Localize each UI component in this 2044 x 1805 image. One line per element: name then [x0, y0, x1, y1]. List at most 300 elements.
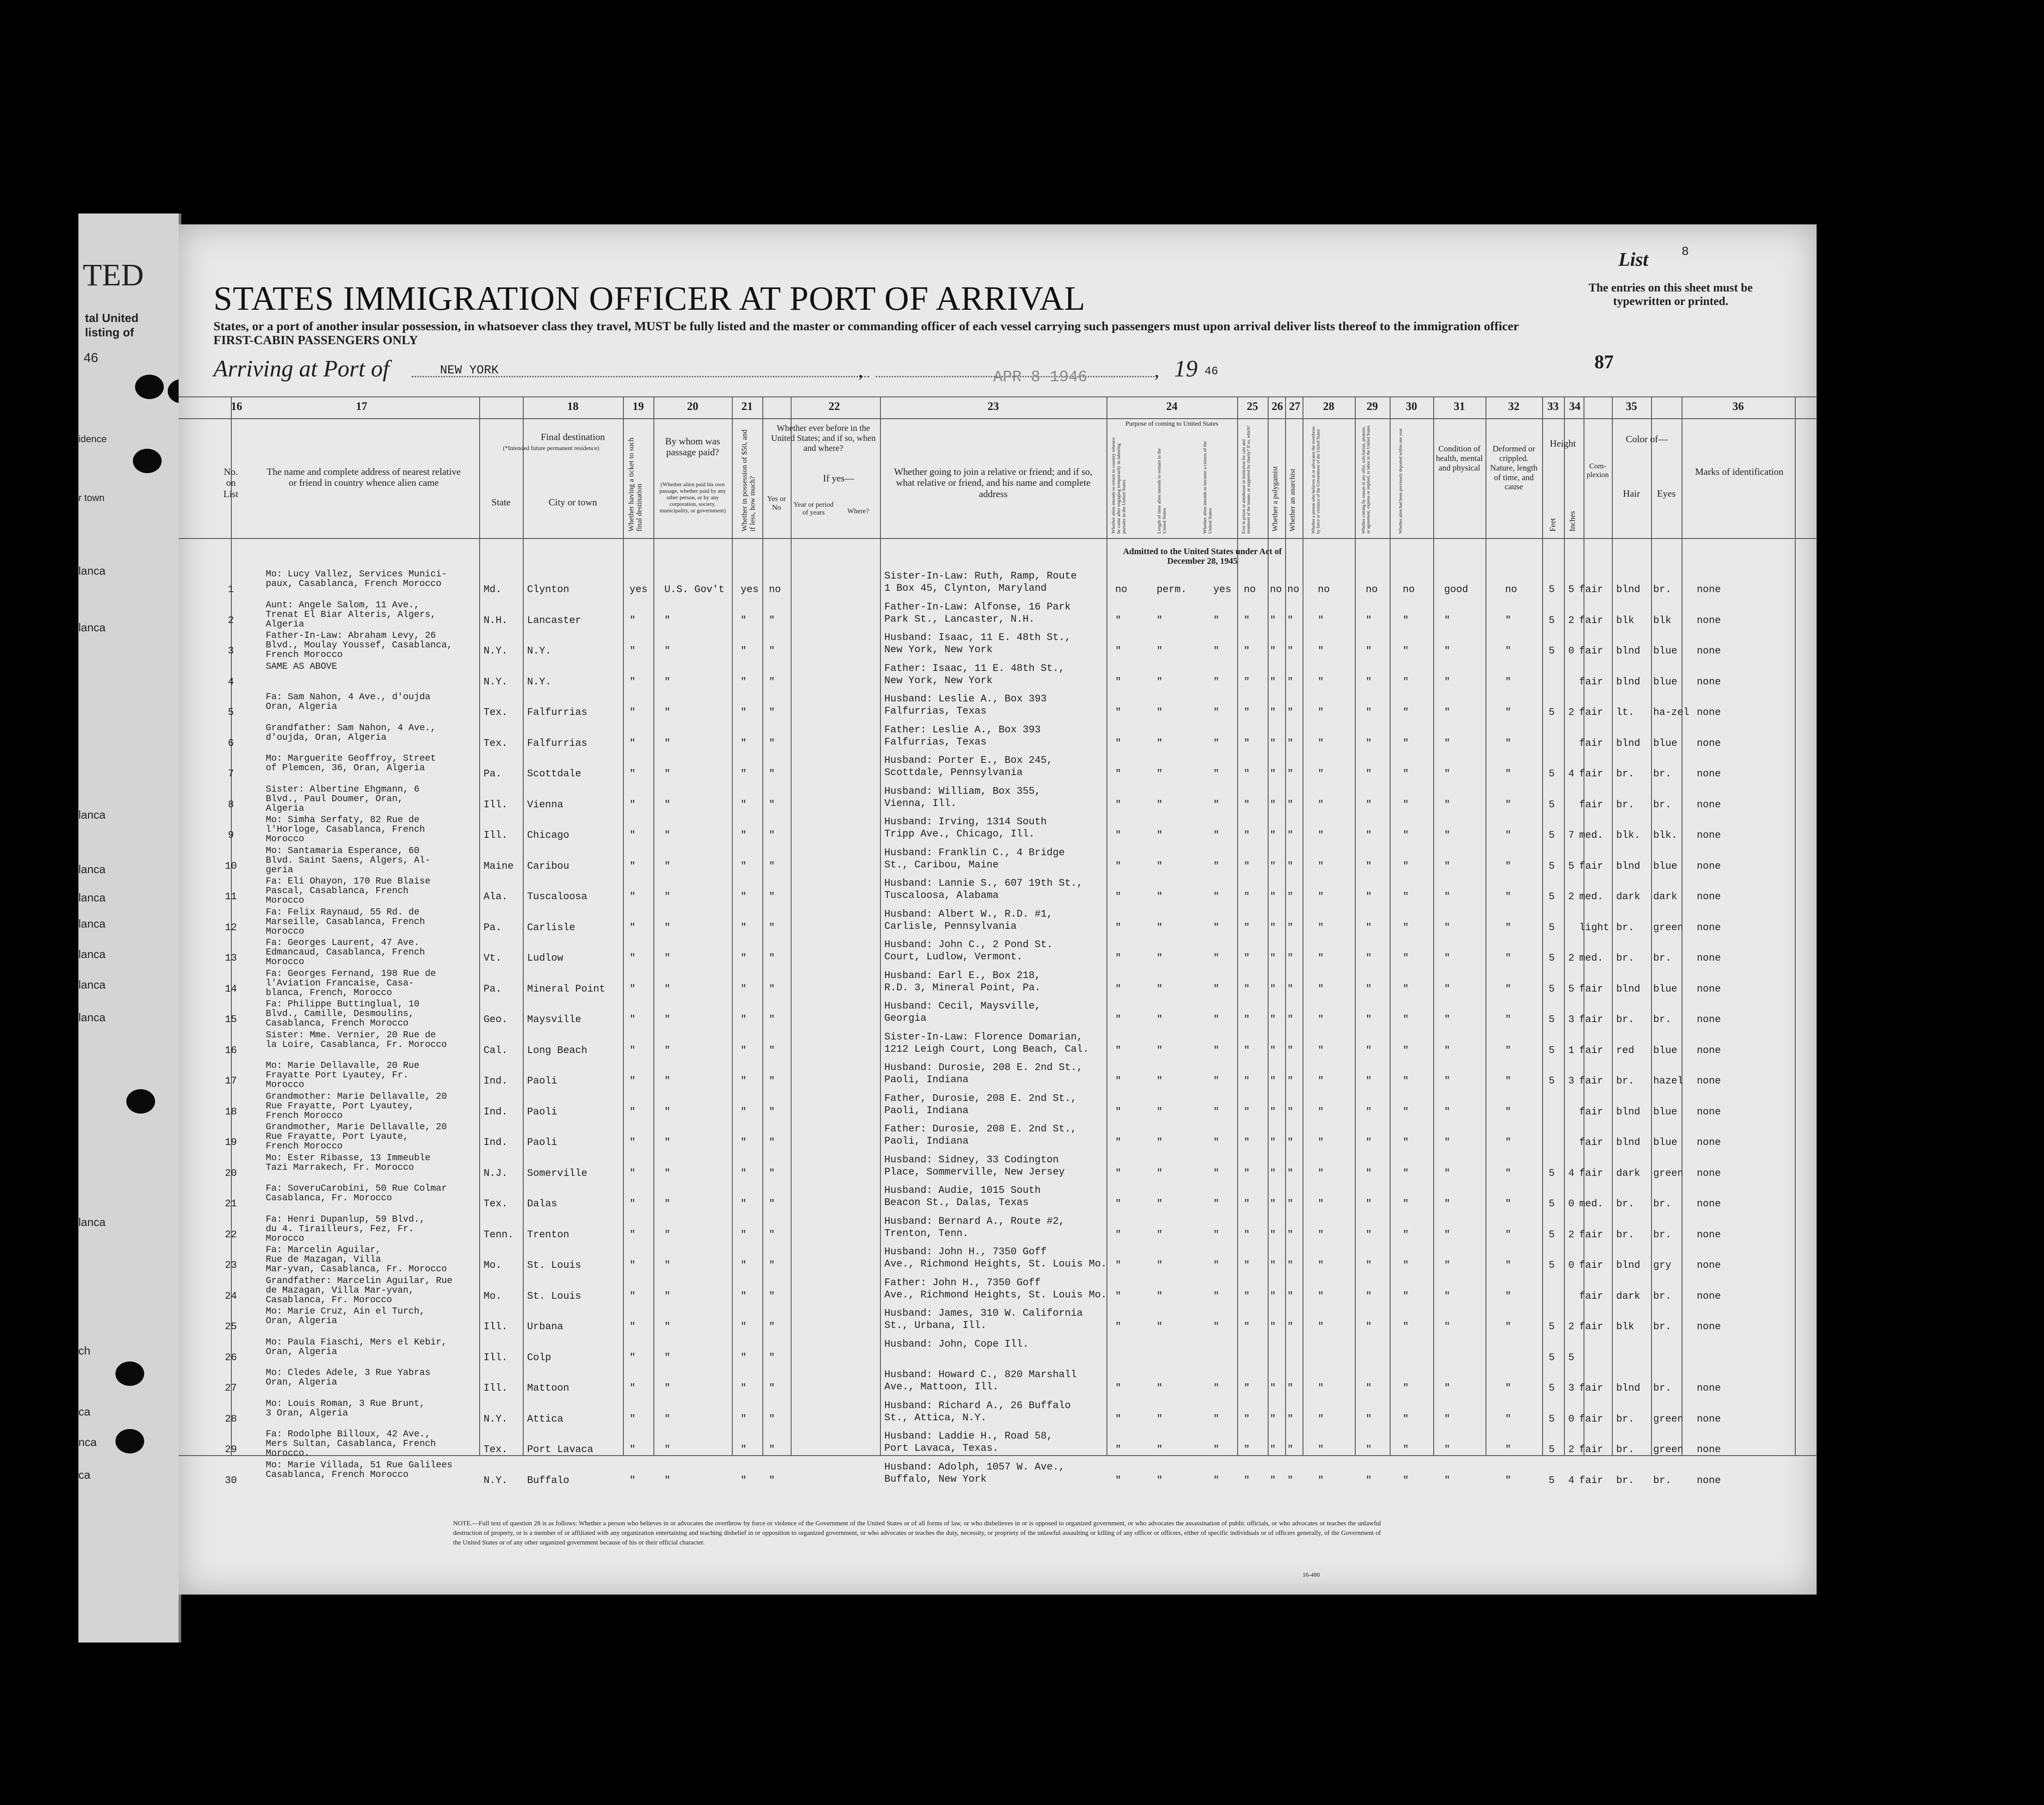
- hair-color: br.: [1616, 1444, 1635, 1455]
- polygamist-answer: ": [1270, 737, 1276, 749]
- purpose-length: ": [1157, 921, 1163, 933]
- ticket-answer: ": [629, 1382, 636, 1394]
- row-number: 19: [225, 1137, 237, 1148]
- purpose-temporary: ": [1115, 891, 1121, 902]
- purpose-length: ": [1157, 983, 1163, 995]
- hair-color: br.: [1616, 768, 1635, 779]
- destination-state: Tex.: [484, 1444, 508, 1455]
- passage-paid-by: ": [664, 737, 670, 749]
- relative-address-line: Trenat El Biar Alteris, Algers,: [266, 610, 436, 620]
- row-number: 13: [225, 952, 237, 964]
- joining-relative-line: New York, New York: [884, 674, 993, 686]
- table-row: [179, 1245, 1817, 1280]
- relative-address-line: Grandmother: Marie Dellavalle, 20: [266, 1091, 447, 1102]
- anarchist-answer: ": [1287, 1474, 1293, 1486]
- passage-paid-by: ": [664, 1260, 670, 1271]
- contract-labor-answer: ": [1366, 1321, 1372, 1332]
- polygamist-answer: ": [1270, 1075, 1276, 1087]
- hair-color: blk: [1616, 1321, 1635, 1332]
- polygamist-answer: ": [1270, 1474, 1276, 1486]
- row-number: 29: [225, 1444, 237, 1455]
- table-row: [179, 692, 1817, 727]
- deformity: ": [1505, 1474, 1511, 1486]
- purpose-temporary: ": [1115, 1260, 1121, 1271]
- joining-relative-line: Place, Sommerville, New Jersey: [884, 1166, 1065, 1178]
- overthrow-answer: ": [1318, 1321, 1324, 1332]
- passage-paid-by: ": [664, 707, 670, 718]
- table-row: [179, 1399, 1817, 1434]
- anarchist-answer: ": [1287, 921, 1293, 933]
- column-number: 23: [988, 400, 999, 413]
- row-number: 17: [225, 1075, 237, 1087]
- relative-address-line: Fa: Marcelin Aguilar,: [266, 1245, 381, 1255]
- header-deformed: Deformed or crippled. Nature, length of time, and cause: [1490, 444, 1538, 492]
- header-polygamist: Whether a polygamist: [1271, 466, 1279, 532]
- relative-address-line: Casablanca, French Morocco: [266, 1470, 409, 1480]
- purpose-length: perm.: [1157, 584, 1187, 595]
- joining-relative-line: Sister-In-Law: Ruth, Ramp, Route: [884, 570, 1077, 582]
- joining-relative-line: Husband: John, Cope Ill.: [884, 1338, 1029, 1350]
- header-eyes: Eyes: [1657, 488, 1676, 499]
- manifest-table: 16 17 18 19 20 21 22 23 24 25 26 27 28 29 30 31 32 33 34 35 36 No. on List The name and complete address of nearest relative or friend in country whence alien came Final destination (*Intended future permanent residence) State City or town Whether having a ticket to such final destination By whom was passage paid? (Whether alien paid his own passage, whether paid by any other person, or by any corporation, society, municipality, or government) Whether in possession of $50, and if less, how much? Whether ever before in the United States; and if so, when and where? Yes or No If yes— Year or period of years Where? Whether going to join a relative or friend; and if so, what relative or friend, and his name and complete address Purpose of coming to United States Whether alien intends to return to country whence he came after engaging temporarily in laboring pursuits in the United States Length of time alien intends to remain in the United States Whether alien intends to become a citizen of the United States Ever in prison or almshouse or institution for care and treatment of the insane, or supported by charity? If so, which? Whether a polygamist Whether an anarchist Whether a person who believes in or advocates the overthrow by force or violence of the Government of the United States Whether coming by reason of any offer, solicitation, promise, or agreement, express or implied, to labor in the United States Whether alien had been previously deported within one year Condition of health, mental and physical Deformed or crippled. Nature, length of time, and cause Height Feet Inches Com- plexion Color of— Hair Eyes Marks of identification Mo: Lucy Vallez, Services Munici- paux, Casablanca, French Morocco Sister-In-Law: Ruth, Ramp, Route 1 Box 45, Clynton, Maryland 1 Md. Clynton yes U.S. Gov't yes no no perm. yes no no no no no no good no 5 5 fair blnd br. none Aunt: Angele Salom, 11 Ave., Trenat El Biar Alteris, Algers, Algeria Father-In-Law: Alfonse, 16 Park Park St., Lancaster, N.H. 2 N.H. Lancaster " " " " " " " " " " " " " " " 5 2 fair blk blk none Father-In-Law: Abraham Levy, 26 Blvd., Moulay Youssef, Casablanca, French Morocco Husband: Isaac, 11 E. 48th St., New York, New York 3 N.Y. N.Y. " " " " " " " " " " " " " " " 5 0 fair blnd blue none SAME AS ABOVE Father: Isaac, 11 E. 48th St., New York, New York 4 N.Y. N.Y. " " " " " " " " " " " " " " " fair blnd blue none Fa: Sam Nahon, 4 Ave., d'oujda Oran, Algeria Husband: Leslie A., Box 393 Falfurrias, Texas 5 Tex. Falfurrias " " " " " " " " " " " " " " " 5 2 fair lt. ha-zel none Grandfather: Sam Nahon, 4 Ave., d'oujda, Oran, Algeria Father: Leslie A., Box 393 Falfurrias, Texas 6 Tex. Falfurrias " " " " " " " " " " " " " " " fair blnd blue none Mo: Marguerite Geoffroy, Street of Plemcen, 36, Oran, Algeria Husband: Porter E., Box 245, Scottdale, Pennsylvania 7 Pa. Scottdale " " " " " " " " " " " " " " " 5 4 fair br. br. none Sister: Albertine Ehgmann, 6 Blvd., Paul Doumer, Oran, Algeria Husband: William, Box 355, Vienna, Ill. 8 Ill. Vienna " " " " " " " " " " " " " " " 5 fair br. br. none Mo: Simha Serfaty, 82 Rue de l'Horloge, Casablanca, French Morocco Husband: Irving, 1314 South Tripp Ave., Chicago, Ill. 9 Ill. Chicago " " " " " " " " " " " " " " " 5 7 med. blk. blk. none Mo: Santamaria Esperance, 60 Blvd. Saint Saens, Algers, Al- geria Husband: Franklin C., 4 Bridge St., Caribou, Maine 10 Maine Caribou " " " " " " " " " " " " " " " 5 5 fair blnd blue none Fa: Eli Ohayon, 170 Rue Blaise Pascal, Casablanca, French Morocco Husband: Lannie S., 607 19th St., Tuscaloosa, Alabama 11 Ala. Tuscaloosa " " " " " " " " " " " " " " " 5 2 med. dark dark none Fa: Felix Raynaud, 55 Rd. de Marseille, Casablanca, French Morocco Husband: Albert W., R.D. #1, Carlisle, Pennsylvania 12 Pa. Carlisle " " " " " " " " " " " " " " " 5 light br. green none Fa: Georges Laurent, 47 Ave. Edmancaud, Casablanca, French Morocco Husband: John C., 2 Pond St. Court, Ludlow, Vermont. 13 Vt. Ludlow " " " " " " " " " " " " " " " 5 2 med. br. br. none Fa: Georges Fernand, 198 Rue de l'Aviation Francaise, Casa- blanca, French, Morocco Husband: Earl E., Box 218, R.D. 3, Mineral Point, Pa. 14 Pa. Mineral Point " " " " " " " " " " " " " " " 5 5 fair blnd blue none Fa: Philippe Buttinglual, 10 Blvd., Camille, Desmoulins, Casablanca, French Morocco Husband: Cecil, Maysville, Georgia 15 Geo. Maysville " " " " " " " " " " " " " " " 5 3 fair br. br. none Sister: Mme. Vernier, 20 Rue de la Loire, Casablanca, Fr. Morocco Sister-In-Law: Florence Domarian, 1212 Leigh Court, Long Beach, Cal. 16 Cal. Long Beach " " " " " " " " " " " " " " " 5 1 fair red blue none Mo: Marie Dellavalle, 20 Rue Frayatte Port Lyautey, Fr. Morocco Husband: Durosie, 208 E. 2nd St., Paoli, Indiana 17 Ind. Paoli " " " " " " " " " " " " " " " 5 3 fair br. hazel none Grandmother: Marie Dellavalle, 20 Rue Frayatte, Port Lyautey, French Morocco Father, Durosie, 208 E. 2nd St., Paoli, Indiana 18 Ind. Paoli " " " " " " " " " " " " " " " fair blnd blue none Grandmother, Marie Dellavalle, 20 Rue Frayatte, Port Lyaute, French Morocco Father: Durosie, 208 E. 2nd St., Paoli, Indiana 19 Ind. Paoli " " " " " " " " " " " " " " " fair blnd blue none Mo: Ester Ribasse, 13 Immeuble Tazi Marrakech, Fr. Morocco Husband: Sidney, 33 Codington Place, Sommerville, New Jersey 20 N.J. Somerville " " " " " " " " " " " " " " " 5 4 fair dark green none Fa: SoveruCarobini, 50 Rue Colmar Casablanca, Fr. Morocco Husband: Audie, 1015 South Beacon St., Dalas, Texas 21 Tex. Dalas " " " " " " " " " " " " " " " 5 0 med. br. br. none Fa: Henri Dupanlup, 59 Blvd., du 4. Tirailleurs, Fez, Fr. Morocco Husband: Bernard A., Route #2, Trenton, Tenn. 22 Tenn. Trenton " " " " " " " " " " " " " " " 5 2 fair br. br. none Fa: Marcelin Aguilar, Rue de Mazagan, Villa Mar-yvan, Casablanca, Fr. Morocco Husband: John H., 7350 Goff Ave., Richmond Heights, St. Louis Mo. 23 Mo. St. Louis " " " " " " " " " " " " " " " 5 0 fair blnd gry none Grandfather: Marcelin Aguilar, Rue de Mazagan, Villa Mar-yvan, Casablanca, Fr. Morocco Father: John H., 7350 Goff Ave., Richmond Heights, St. Louis Mo. 24 Mo. St. Louis " " " " " " " " " " " " " " " fair dark br. none Mo: Marie Cruz, Ain el Turch, Oran, Algeria Husband: James, 310 W. California St., Urbana, Ill. 25 Ill. Urbana " " " " " " " " " " " " " " " 5 2 fair blk br. none Mo: Paula Fiaschi, Mers el Kebir, Oran, Algeria Husband: John, Cope Ill. 26 Ill. Colp " " " " 5 5 Mo: Cledes Adele, 3 Rue Yabras Oran, Algeria Husband: Howard C., 820 Marshall Ave., Mattoon, Ill. 27 Ill. Mattoon " " " " " " " " " " " " " " " 5 3 fair blnd br. none Mo: Louis Roman, 3 Rue Brunt, 3 Oran, Algeria Husband: Richard A., 26 Buffalo St., Attica, N.Y. 28 N.Y. Attica " " " " " " " " " " " " " " " 5 0 fair br. green none Fa: Rodolphe Billoux, 42 Ave., Mers Sultan, Casablanca, French Morocco. Husband: Laddie H., Road 58, Port Lavaca, Texas. 29 Tex. Port Lavaca " " " " " " " " " " " " " " " 5 2 fair br. green none Mo: Marie Villada, 51 Rue Galilees Casablanca, French Morocco Husband: Adolph, 1057 W. Ave., Buffalo, New York 30 N.Y. Buffalo " " " " " " " " " " " " " " " 5 4 fair br. br. none: [179, 396, 1817, 1512]
- identification-marks: none: [1697, 1014, 1721, 1025]
- money-answer: ": [741, 768, 747, 779]
- polygamist-answer: ": [1270, 614, 1276, 626]
- complexion: fair: [1579, 1290, 1604, 1302]
- header-contract: Whether coming by reason of any offer, solicitation, promise, or agreement, express or implied, to labor in the United States: [1361, 425, 1371, 534]
- destination-city: St. Louis: [527, 1290, 582, 1302]
- entries-note: The entries on this sheet must be typewritten or printed.: [1588, 281, 1753, 308]
- purpose-temporary: ": [1115, 1198, 1121, 1209]
- ticket-answer: ": [629, 1413, 636, 1425]
- destination-state: Mo.: [484, 1260, 502, 1271]
- previously-in-us: ": [769, 799, 775, 810]
- purpose-temporary: ": [1115, 1044, 1121, 1056]
- polygamist-answer: ": [1270, 676, 1276, 687]
- money-answer: ": [741, 1198, 747, 1209]
- height-inches: 4: [1568, 768, 1574, 779]
- joining-relative-line: Husband: Isaac, 11 E. 48th St.,: [884, 632, 1071, 643]
- joining-relative-line: Father, Durosie, 208 E. 2nd St.,: [884, 1092, 1077, 1104]
- joining-relative-line: Husband: Irving, 1314 South: [884, 816, 1047, 827]
- relative-address-line: Mo: Louis Roman, 3 Rue Brunt,: [266, 1399, 425, 1409]
- height-feet: 5: [1549, 1167, 1555, 1179]
- ticket-answer: ": [629, 1014, 636, 1025]
- previous-page-label: ch: [78, 1344, 91, 1357]
- ticket-answer: ": [629, 1474, 636, 1486]
- purpose-length: ": [1157, 952, 1163, 964]
- destination-state: Maine: [484, 860, 514, 872]
- money-answer: ": [741, 1260, 747, 1271]
- deformity: ": [1505, 952, 1511, 964]
- height-inches: 4: [1568, 1167, 1574, 1179]
- relative-address-line: Rue Frayatte, Port Lyaute,: [266, 1132, 409, 1142]
- destination-city: Clynton: [527, 584, 569, 595]
- deformity: ": [1505, 676, 1511, 687]
- purpose-citizen: ": [1213, 1167, 1219, 1179]
- relative-address-line: Mo: Marie Villada, 51 Rue Galilees: [266, 1460, 453, 1470]
- height-inches: 5: [1568, 584, 1574, 595]
- joining-relative-line: Paoli, Indiana: [884, 1074, 969, 1085]
- purpose-temporary: ": [1115, 1137, 1121, 1148]
- relative-address-line: Morocco.: [266, 1449, 310, 1459]
- polygamist-answer: ": [1270, 1014, 1276, 1025]
- purpose-length: ": [1157, 768, 1163, 779]
- identification-marks: none: [1697, 1075, 1721, 1087]
- height-feet: 5: [1549, 584, 1555, 595]
- deported-answer: ": [1403, 645, 1409, 657]
- destination-state: Tex.: [484, 707, 508, 718]
- passage-paid-by: ": [664, 645, 670, 657]
- eye-color: blue: [1653, 1137, 1678, 1148]
- relative-address-line: Mo: Lucy Vallez, Services Munici-: [266, 569, 447, 579]
- anarchist-answer: ": [1287, 1260, 1293, 1271]
- height-feet: 5: [1549, 768, 1555, 779]
- row-number: 23: [225, 1260, 237, 1271]
- table-row: [179, 1307, 1817, 1341]
- overthrow-answer: ": [1318, 1229, 1324, 1240]
- height-feet: 5: [1549, 1229, 1555, 1240]
- destination-city: Tuscaloosa: [527, 891, 588, 902]
- anarchist-answer: ": [1287, 707, 1293, 718]
- row-number: 22: [225, 1229, 237, 1240]
- joining-relative-line: Ave., Richmond Heights, St. Louis Mo.: [884, 1258, 1107, 1270]
- money-answer: ": [741, 707, 747, 718]
- deformity: ": [1505, 1260, 1511, 1271]
- purpose-citizen: ": [1213, 830, 1219, 841]
- row-number: 25: [225, 1321, 237, 1332]
- passage-paid-by: ": [664, 1014, 670, 1025]
- relative-address-line: Fa: Henri Dupanlup, 59 Blvd.,: [266, 1214, 425, 1225]
- row-number: 26: [225, 1351, 237, 1363]
- contract-labor-answer: ": [1366, 1198, 1372, 1209]
- passage-paid-by: ": [664, 1137, 670, 1148]
- deformity: ": [1505, 737, 1511, 749]
- contract-labor-answer: ": [1366, 1137, 1372, 1148]
- contract-labor-answer: ": [1366, 799, 1372, 810]
- previously-in-us: ": [769, 983, 775, 995]
- relative-address-line: Mo: Simha Serfaty, 82 Rue de: [266, 815, 420, 825]
- eye-color: green: [1653, 1167, 1684, 1179]
- page-title: STATES IMMIGRATION OFFICER AT PORT OF ARRIVAL: [213, 279, 1086, 317]
- ticket-answer: ": [629, 707, 636, 718]
- destination-state: Ill.: [484, 830, 508, 841]
- deported-answer: ": [1403, 1474, 1409, 1486]
- table-row: [179, 1030, 1817, 1065]
- polygamist-answer: ": [1270, 1382, 1276, 1394]
- column-number: 26: [1272, 400, 1283, 413]
- purpose-temporary: ": [1115, 1321, 1121, 1332]
- hair-color: blnd: [1616, 1137, 1641, 1148]
- joining-relative-line: Father: Leslie A., Box 393: [884, 724, 1041, 735]
- joining-relative-line: Father: Durosie, 208 E. 2nd St.,: [884, 1123, 1077, 1134]
- row-number: 7: [228, 768, 234, 779]
- instructions-text: States, or a port of another insular possession, in whatsoever class they travel, MUST be fully listed and the master or commanding officer of each vessel carrying such passengers must upon arrival deliver lists thereof to the immigration officer: [213, 319, 1519, 333]
- eye-color: dark: [1653, 891, 1678, 902]
- header-money: Whether in possession of $50, and if less, how much?: [740, 429, 757, 532]
- eye-color: ha-zel: [1653, 707, 1689, 718]
- prison-answer: no: [1244, 584, 1256, 595]
- deformity: ": [1505, 1198, 1511, 1209]
- eye-color: blue: [1653, 645, 1678, 657]
- relative-address-line: Oran, Algeria: [266, 1316, 337, 1326]
- ticket-answer: ": [629, 1351, 636, 1363]
- contract-labor-answer: ": [1366, 1413, 1372, 1425]
- money-answer: ": [741, 799, 747, 810]
- complexion: fair: [1579, 1413, 1604, 1425]
- contract-labor-answer: ": [1366, 707, 1372, 718]
- eye-color: br.: [1653, 1198, 1672, 1209]
- row-number: 30: [225, 1474, 237, 1486]
- previously-in-us: ": [769, 1167, 775, 1179]
- money-answer: ": [741, 1321, 747, 1332]
- joining-relative-line: Husband: Richard A., 26 Buffalo: [884, 1399, 1071, 1411]
- purpose-citizen: ": [1213, 1444, 1219, 1455]
- deformity: ": [1505, 799, 1511, 810]
- header-overthrow: Whether a person who believes in or advocates the overthrow by force or violence of the Government of the United States: [1311, 426, 1321, 534]
- identification-marks: none: [1697, 891, 1721, 902]
- previous-page-label: lanca: [78, 621, 106, 634]
- height-feet: 5: [1549, 1444, 1555, 1455]
- previous-page-label: lanca: [78, 917, 106, 930]
- contract-labor-answer: ": [1366, 1474, 1372, 1486]
- height-inches: 3: [1568, 1014, 1574, 1025]
- joining-relative-line: Port Lavaca, Texas.: [884, 1443, 999, 1454]
- hair-color: br.: [1616, 1075, 1635, 1087]
- purpose-citizen: ": [1213, 1413, 1219, 1425]
- deformity: ": [1505, 830, 1511, 841]
- row-number: 24: [225, 1290, 237, 1302]
- destination-city: Paoli: [527, 1137, 558, 1148]
- destination-city: Mineral Point: [527, 983, 606, 995]
- destination-state: Ind.: [484, 1106, 508, 1118]
- money-answer: ": [741, 676, 747, 687]
- identification-marks: none: [1697, 1260, 1721, 1271]
- row-number: 2: [228, 614, 234, 626]
- purpose-length: ": [1157, 1260, 1163, 1271]
- destination-city: Chicago: [527, 830, 569, 841]
- purpose-temporary: ": [1115, 830, 1121, 841]
- header-prison: Ever in prison or almshouse or institution for care and treatment of the insane, or supported by charity? If so, which?: [1242, 425, 1251, 534]
- height-inches: 5: [1568, 1351, 1574, 1363]
- previous-page-label: lanca: [78, 948, 106, 961]
- height-inches: 0: [1568, 645, 1574, 657]
- anarchist-answer: ": [1287, 614, 1293, 626]
- eye-color: br.: [1653, 952, 1672, 964]
- previous-page-label: nca: [78, 1436, 97, 1449]
- relative-address-line: French Morocco: [266, 650, 343, 660]
- identification-marks: none: [1697, 737, 1721, 749]
- contract-labor-answer: ": [1366, 830, 1372, 841]
- contract-labor-answer: ": [1366, 860, 1372, 872]
- destination-city: St. Louis: [527, 1260, 582, 1271]
- table-row: [179, 969, 1817, 1004]
- height-inches: 0: [1568, 1413, 1574, 1425]
- hair-color: red: [1616, 1044, 1635, 1056]
- hair-color: blnd: [1616, 737, 1641, 749]
- header-city: City or town: [548, 497, 597, 508]
- health-condition: ": [1444, 921, 1450, 933]
- prison-answer: ": [1244, 1167, 1250, 1179]
- purpose-length: ": [1157, 707, 1163, 718]
- destination-state: Ala.: [484, 891, 508, 902]
- height-feet: 5: [1549, 983, 1555, 995]
- column-number: 24: [1166, 400, 1178, 413]
- prison-answer: ": [1244, 737, 1250, 749]
- health-condition: ": [1444, 645, 1450, 657]
- relative-address-line: Morocco: [266, 896, 305, 906]
- health-condition: ": [1444, 1413, 1450, 1425]
- previously-in-us: ": [769, 1413, 775, 1425]
- prison-answer: ": [1244, 614, 1250, 626]
- column-number: 31: [1454, 400, 1465, 413]
- table-row: [179, 1337, 1817, 1372]
- anarchist-answer: ": [1287, 860, 1293, 872]
- overthrow-answer: ": [1318, 1444, 1324, 1455]
- overthrow-answer: ": [1318, 1044, 1324, 1056]
- polygamist-answer: ": [1270, 1260, 1276, 1271]
- relative-address-line: la Loire, Casablanca, Fr. Morocco: [266, 1040, 447, 1050]
- prison-answer: ": [1244, 952, 1250, 964]
- prison-answer: ": [1244, 1075, 1250, 1087]
- destination-state: Tenn.: [484, 1229, 514, 1240]
- eye-color: blue: [1653, 1044, 1678, 1056]
- complexion: med.: [1579, 891, 1604, 902]
- anarchist-answer: ": [1287, 1198, 1293, 1209]
- list-number: 8: [1682, 245, 1689, 259]
- deported-answer: ": [1403, 1290, 1409, 1302]
- anarchist-answer: ": [1287, 676, 1293, 687]
- admission-note: Admitted to the United States under Act of December 28, 1945: [1123, 547, 1282, 566]
- purpose-citizen: ": [1213, 1382, 1219, 1394]
- height-inches: 5: [1568, 983, 1574, 995]
- prison-answer: ": [1244, 1044, 1250, 1056]
- relative-address-line: Frayatte Port Lyautey, Fr.: [266, 1070, 409, 1080]
- height-inches: 2: [1568, 614, 1574, 626]
- identification-marks: none: [1697, 1198, 1721, 1209]
- previously-in-us: ": [769, 676, 775, 687]
- destination-city: N.Y.: [527, 645, 552, 657]
- purpose-length: ": [1157, 1229, 1163, 1240]
- anarchist-answer: ": [1287, 830, 1293, 841]
- eye-color: br.: [1653, 1014, 1672, 1025]
- purpose-citizen: ": [1213, 737, 1219, 749]
- identification-marks: none: [1697, 1382, 1721, 1394]
- overthrow-answer: ": [1318, 707, 1324, 718]
- relative-address-line: Mo: Marie Dellavalle, 20 Rue: [266, 1061, 420, 1071]
- identification-marks: none: [1697, 830, 1721, 841]
- complexion: fair: [1579, 645, 1604, 657]
- relative-address-line: Mo: Ester Ribasse, 13 Immeuble: [266, 1153, 431, 1163]
- column-number: 33: [1547, 400, 1559, 413]
- hair-color: br.: [1616, 1198, 1635, 1209]
- destination-state: Pa.: [484, 768, 502, 779]
- deported-answer: ": [1403, 1167, 1409, 1179]
- joining-relative-line: Beacon St., Dalas, Texas: [884, 1197, 1029, 1208]
- comma: ,: [1154, 360, 1159, 381]
- relative-address-line: 3 Oran, Algeria: [266, 1408, 349, 1419]
- relative-address-line: Morocco: [266, 957, 305, 967]
- anarchist-answer: ": [1287, 1014, 1293, 1025]
- relative-address-line: Casablanca, Fr. Morocco: [266, 1295, 392, 1305]
- prison-answer: ": [1244, 799, 1250, 810]
- height-inches: 3: [1568, 1075, 1574, 1087]
- complexion: fair: [1579, 584, 1604, 595]
- purpose-length: ": [1157, 1167, 1163, 1179]
- ticket-answer: ": [629, 891, 636, 902]
- column-number: 20: [687, 400, 698, 413]
- identification-marks: none: [1697, 707, 1721, 718]
- header-before: Whether ever before in the United States; and if so, when and where?: [771, 423, 876, 453]
- prison-answer: ": [1244, 1474, 1250, 1486]
- destination-state: N.Y.: [484, 1474, 508, 1486]
- health-condition: ": [1444, 891, 1450, 902]
- money-answer: ": [741, 645, 747, 657]
- joining-relative-line: 1212 Leigh Court, Long Beach, Cal.: [884, 1043, 1089, 1055]
- relative-address-line: Algeria: [266, 619, 305, 630]
- purpose-citizen: ": [1213, 1474, 1219, 1486]
- anarchist-answer: ": [1287, 1167, 1293, 1179]
- contract-labor-answer: ": [1366, 891, 1372, 902]
- complexion: fair: [1579, 1321, 1604, 1332]
- ticket-answer: ": [629, 1198, 636, 1209]
- complexion: fair: [1579, 1044, 1604, 1056]
- deformity: ": [1505, 1382, 1511, 1394]
- prison-answer: ": [1244, 1260, 1250, 1271]
- relative-address-line: Fa: Philippe Buttinglual, 10: [266, 999, 420, 1009]
- prison-answer: ": [1244, 645, 1250, 657]
- identification-marks: none: [1697, 614, 1721, 626]
- purpose-temporary: ": [1115, 676, 1121, 687]
- header-relative: The name and complete address of nearest relative or friend in country whence alien came: [267, 466, 461, 488]
- joining-relative-line: Falfurrias, Texas: [884, 736, 987, 748]
- deported-answer: ": [1403, 768, 1409, 779]
- ticket-answer: ": [629, 1106, 636, 1118]
- relative-address-line: Fa: Eli Ohayon, 170 Rue Blaise: [266, 877, 431, 887]
- row-number: 5: [228, 707, 234, 718]
- ticket-answer: ": [629, 768, 636, 779]
- purpose-citizen: ": [1213, 952, 1219, 964]
- polygamist-answer: ": [1270, 1137, 1276, 1148]
- money-answer: ": [741, 1014, 747, 1025]
- destination-city: Attica: [527, 1413, 563, 1425]
- purpose-temporary: ": [1115, 737, 1121, 749]
- previously-in-us: ": [769, 1014, 775, 1025]
- ticket-answer: ": [629, 799, 636, 810]
- prison-answer: ": [1244, 676, 1250, 687]
- purpose-citizen: ": [1213, 983, 1219, 995]
- relative-address-line: Sister: Albertine Ehgmann, 6: [266, 784, 420, 795]
- purpose-citizen: ": [1213, 799, 1219, 810]
- complexion: fair: [1579, 799, 1604, 810]
- contract-labor-answer: ": [1366, 1106, 1372, 1118]
- relative-address-line: Mar-yvan, Casablanca, Fr. Morocco: [266, 1264, 447, 1274]
- contract-labor-answer: ": [1366, 1014, 1372, 1025]
- polygamist-answer: ": [1270, 1106, 1276, 1118]
- header-purpose-c: Whether alien intends to become a citizen of the United States: [1202, 441, 1213, 534]
- header-yes-no: Yes or No: [767, 494, 786, 511]
- deported-answer: ": [1403, 1321, 1409, 1332]
- relative-address-line: Marseille, Casablanca, French: [266, 917, 425, 927]
- overthrow-answer: ": [1318, 860, 1324, 872]
- header-hair: Hair: [1623, 488, 1640, 499]
- anarchist-answer: no: [1287, 584, 1299, 595]
- contract-labor-answer: ": [1366, 952, 1372, 964]
- deformity: ": [1505, 1137, 1511, 1148]
- joining-relative-line: Father: Isaac, 11 E. 48th St.,: [884, 662, 1065, 674]
- joining-relative-line: Husband: Lannie S., 607 19th St.,: [884, 877, 1083, 889]
- anarchist-answer: ": [1287, 1137, 1293, 1148]
